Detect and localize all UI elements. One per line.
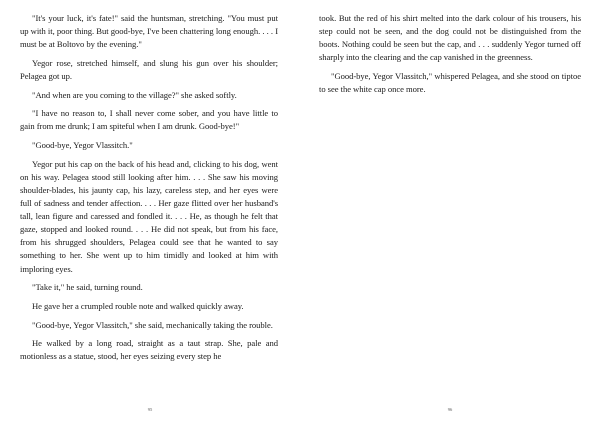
paragraph: "Good-bye, Yegor Vlassitch," she said, mechanically taking the rouble.: [32, 319, 273, 330]
right-page: [300, 0, 600, 424]
paragraph: "Take it," he said, turning round.: [32, 282, 143, 293]
paragraph: "And when are you coming to the village?" she asked softly.: [32, 89, 237, 100]
paragraph: Yegor put his cap on the back of his head and, clicking to his dog, went on his way. Pelagea stood still looking after him. . . . She saw his moving shoulder-blades, his jaunty cap, his lazy, careless step, and her eyes were full of sadness and tender affection. . . . Her gaze flitted over her husband's tall, lean figure and caressed and fondled it. . . . He, as though he felt that gaze, stopped and looked round. . . . He did not speak, but from his face, from his shrugged shoulders, Pelagea could see that he wanted to say something to her. She went up to him timidly and looked at him with imploring eyes.: [20, 158, 278, 274]
paragraph: "Good-bye, Yegor Vlassitch.": [32, 140, 133, 151]
paragraph: He gave her a crumpled rouble note and walked quickly away.: [32, 300, 244, 311]
right-page-text: [319, 12, 581, 102]
page-number: 95: [147, 407, 153, 412]
paragraph: "Good-bye, Yegor Vlassitch," whispered Pelagea, and she stood on tiptoe to see the white cap once more.: [319, 70, 581, 95]
paragraph: "I have no reason to, I shall never come sober, and you have little to gain from me drunk; I am spiteful when I am drunk. Good-bye!": [20, 108, 278, 132]
page-number: 96: [447, 407, 453, 412]
paragraph: "It's your luck, it's fate!" said the huntsman, stretching. "You must put up with it, poor thing. But good-bye, I've been chattering long enough. . . . I must be at Boltovo by the evening.": [20, 13, 278, 50]
paragraph: He walked by a long road, straight as a taut strap. She, pale and motionless as a statue, stood, her eyes seizing every step he: [20, 338, 278, 362]
left-page-text: [20, 12, 278, 369]
paragraph: took. But the red of his shirt melted into the dark colour of his trousers, his step could not be seen, and the dog could not be distinguished from the boots. Nothing could be seen but the cap, and . . . suddenly Yegor turned off sharply into the clearing and the cap vanished in the greenness.: [319, 13, 581, 63]
paragraph: Yegor rose, stretched himself, and slung his gun over his shoulder; Pelagea got up.: [20, 57, 278, 81]
